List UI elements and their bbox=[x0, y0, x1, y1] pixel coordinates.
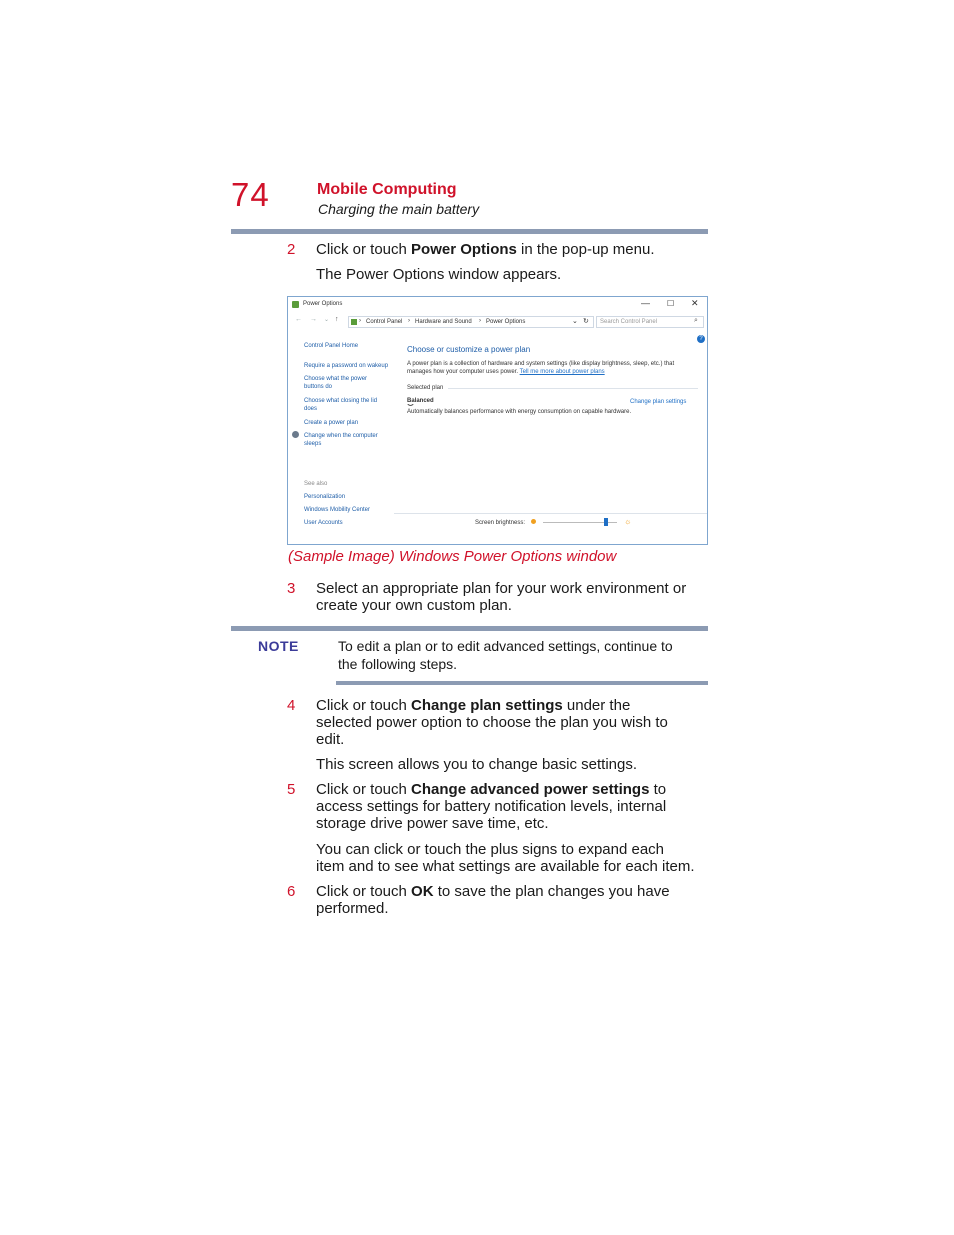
link-line: buttons do bbox=[304, 384, 333, 390]
dropdown-icon[interactable]: ⌄ bbox=[572, 318, 578, 325]
step-text bbox=[316, 241, 716, 258]
link-mobility-center[interactable]: Windows Mobility Center bbox=[304, 507, 371, 513]
step-text-part: Click or touch bbox=[316, 697, 412, 714]
step-text-part: under the bbox=[562, 697, 631, 714]
brightness-label: Screen brightness: bbox=[475, 520, 526, 526]
description-line: manages how your computer uses power. bbox=[407, 369, 519, 375]
step-text-part: Click or touch bbox=[316, 241, 412, 258]
step-line: item and to see what settings are available for each item. bbox=[316, 858, 695, 875]
breadcrumb-control-panel[interactable]: Control Panel bbox=[366, 319, 403, 325]
ui-term: Power Options bbox=[411, 241, 517, 258]
bright-sun-icon: ☼ bbox=[624, 517, 632, 526]
maximize-icon[interactable]: ☐ bbox=[667, 299, 675, 308]
learn-more-link[interactable]: Tell me more about power plans bbox=[519, 369, 605, 375]
link-control-panel-home[interactable]: Control Panel Home bbox=[304, 343, 359, 349]
brightness-slider-thumb[interactable] bbox=[604, 518, 608, 526]
step-line: performed. bbox=[316, 900, 389, 917]
forward-icon[interactable]: → bbox=[310, 316, 317, 323]
breadcrumb-separator: › bbox=[408, 318, 410, 324]
step-number: 2 bbox=[287, 241, 296, 258]
note-line: To edit a plan or to edit advanced settings, continue to bbox=[338, 638, 673, 654]
breadcrumb[interactable] bbox=[348, 316, 594, 328]
main-description bbox=[407, 360, 697, 376]
link-line: Choose what closing the lid bbox=[304, 398, 378, 404]
step-number: 3 bbox=[287, 580, 296, 597]
note-line: the following steps. bbox=[338, 656, 458, 672]
step-line: Select an appropriate plan for your work environment or bbox=[316, 580, 687, 597]
breadcrumb-hardware[interactable]: Hardware and Sound bbox=[415, 319, 472, 325]
chevron-down-icon[interactable]: ⌄ bbox=[324, 317, 330, 323]
step-line: create your own custom plan. bbox=[316, 597, 512, 614]
plan-name[interactable]: Balanced bbox=[407, 398, 434, 404]
step-result bbox=[316, 841, 695, 875]
window-title: Power Options bbox=[303, 301, 343, 307]
step-text-part: to bbox=[649, 781, 667, 798]
step-line: You can click or touch the plus signs to expand each bbox=[316, 841, 665, 858]
power-options-icon bbox=[292, 301, 299, 308]
help-icon[interactable]: ? bbox=[697, 335, 705, 343]
step-number: 6 bbox=[287, 883, 296, 900]
moon-icon bbox=[292, 431, 299, 438]
step-text bbox=[316, 697, 716, 748]
step-line: storage drive power save time, etc. bbox=[316, 815, 549, 832]
step-text bbox=[316, 580, 686, 614]
note-text bbox=[338, 637, 708, 673]
up-icon[interactable]: ↑ bbox=[335, 316, 339, 323]
link-line: sleeps bbox=[304, 441, 322, 447]
link-closing-lid[interactable] bbox=[304, 397, 396, 413]
link-create-plan[interactable]: Create a power plan bbox=[304, 420, 359, 426]
window-titlebar bbox=[288, 297, 707, 313]
step-line: selected power option to choose the plan you wish to bbox=[316, 714, 668, 731]
note-label: NOTE bbox=[258, 638, 299, 654]
brightness-slider[interactable] bbox=[543, 522, 617, 523]
minimize-icon[interactable]: — bbox=[641, 298, 650, 308]
back-icon[interactable]: ← bbox=[295, 316, 302, 323]
search-input[interactable] bbox=[596, 316, 704, 328]
step-text-part: Click or touch bbox=[316, 781, 412, 798]
address-bar bbox=[288, 315, 707, 329]
ui-term: Change plan settings bbox=[411, 697, 563, 714]
control-panel-icon bbox=[351, 319, 357, 325]
change-plan-settings-link[interactable]: Change plan settings bbox=[630, 399, 687, 405]
step-text-part: to save the plan changes you have bbox=[433, 883, 670, 900]
plan-description: Automatically balances performance with energy consumption on capable hardware. bbox=[407, 409, 632, 415]
breadcrumb-separator: › bbox=[359, 318, 361, 324]
selected-plan-divider bbox=[448, 388, 698, 389]
main-heading: Choose or customize a power plan bbox=[407, 345, 531, 354]
link-change-sleep[interactable] bbox=[304, 432, 396, 448]
power-options-window bbox=[287, 296, 708, 545]
search-icon[interactable]: ⌕ bbox=[694, 317, 698, 324]
step-text-part: in the pop-up menu. bbox=[516, 241, 655, 258]
step-number: 4 bbox=[287, 697, 296, 714]
link-power-buttons[interactable] bbox=[304, 375, 396, 391]
dim-sun-icon bbox=[531, 519, 536, 524]
note-top-rule bbox=[231, 626, 708, 631]
brightness-bar bbox=[394, 513, 707, 545]
link-line: Change when the computer bbox=[304, 433, 378, 439]
note-bottom-rule bbox=[336, 681, 708, 685]
search-placeholder: Search Control Panel bbox=[600, 319, 658, 325]
link-line: Choose what the power bbox=[304, 376, 368, 382]
breadcrumb-separator: › bbox=[479, 318, 481, 324]
refresh-icon[interactable]: ↻ bbox=[583, 318, 589, 325]
link-line: does bbox=[304, 406, 318, 412]
ui-term: OK bbox=[411, 883, 434, 900]
figure-caption: (Sample Image) Windows Power Options window bbox=[288, 548, 617, 565]
step-result: The Power Options window appears. bbox=[316, 266, 562, 283]
breadcrumb-power-options[interactable]: Power Options bbox=[486, 319, 526, 325]
step-number: 5 bbox=[287, 781, 296, 798]
step-text bbox=[316, 883, 716, 917]
link-personalization[interactable]: Personalization bbox=[304, 494, 346, 500]
description-line: A power plan is a collection of hardware and system settings (like display brightness, sleep, etc.) that bbox=[407, 361, 675, 367]
page-number: 74 bbox=[231, 176, 270, 213]
step-line: edit. bbox=[316, 731, 345, 748]
ui-term: Change advanced power settings bbox=[411, 781, 650, 798]
link-require-password[interactable]: Require a password on wakeup bbox=[304, 363, 389, 369]
header-rule bbox=[231, 229, 708, 234]
close-icon[interactable]: ✕ bbox=[691, 298, 699, 308]
link-user-accounts[interactable]: User Accounts bbox=[304, 520, 343, 526]
section-title: Mobile Computing bbox=[317, 181, 457, 198]
section-subtitle: Charging the main battery bbox=[318, 201, 480, 217]
step-text bbox=[316, 781, 716, 832]
step-result: This screen allows you to change basic settings. bbox=[316, 756, 637, 773]
selected-plan-label: Selected plan bbox=[407, 385, 444, 391]
step-text-part: Click or touch bbox=[316, 883, 412, 900]
step-line: access settings for battery notification levels, internal bbox=[316, 798, 667, 815]
see-also-heading: See also bbox=[304, 481, 328, 487]
